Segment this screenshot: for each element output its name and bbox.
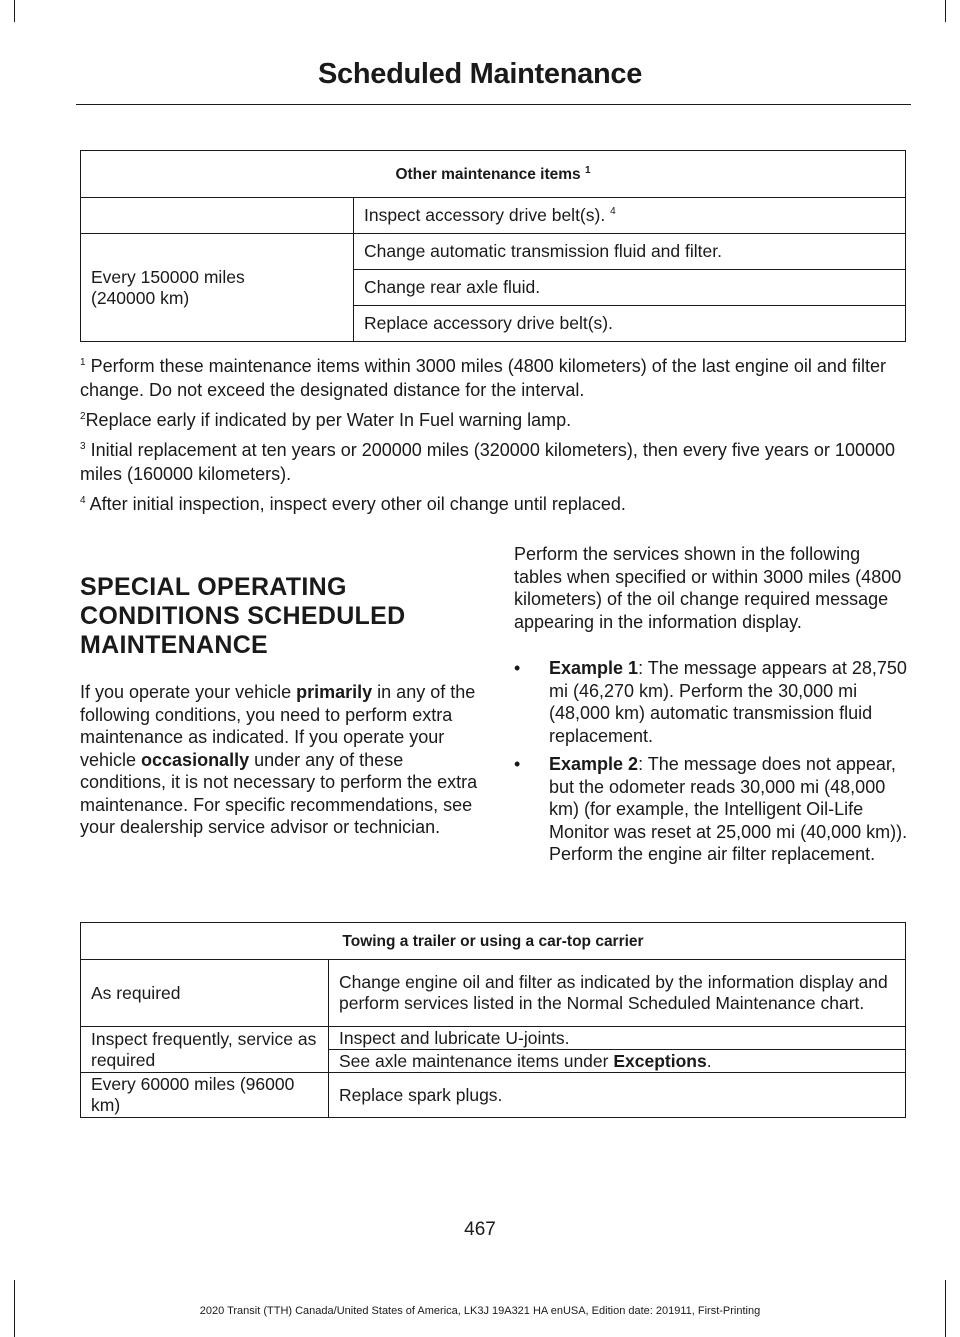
table-row <box>81 234 906 270</box>
footer: 2020 Transit (TTH) Canada/United States of America, LK3J 19A321 HA enUSA, Edition date: 201911, First-Printing <box>199 1305 761 1317</box>
item-cell: Inspect and lubricate U-joints. <box>329 1027 906 1050</box>
footnotes <box>80 354 910 522</box>
interval-cell: Inspect frequently, service as required <box>81 1027 329 1073</box>
interval-cell: Every 150000 miles (240000 km) <box>81 234 354 342</box>
footnote: $^4$ After initial inspection, inspect every other oil change until replaced. <box>80 494 626 514</box>
interval-cell: As required <box>81 960 329 1027</box>
page-title: Scheduled Maintenance <box>317 58 643 90</box>
item-cell: Change engine oil and filter as indicated by the information display and perform services listed in the Normal Scheduled Maintenance chart. <box>329 960 906 1027</box>
table-row <box>81 1027 906 1050</box>
list-item: • Example 2: The message does not appear, but the odometer reads 30,000 mi (48,000 km) (for example, the Intelligent Oil-Life Monitor was reset at 25,000 mi (40,000 km)). Perform the engine air filter replacement. <box>514 754 908 864</box>
page-number: 467 <box>464 1219 496 1240</box>
item-cell: Replace accessory drive belt(s). <box>354 306 906 342</box>
table-row <box>81 960 906 1027</box>
interval-cell-empty <box>81 198 354 234</box>
footnote: $^1$ Perform these maintenance items within 3000 miles (4800 kilometers) of the last engine oil and filter change. Do not exceed the designated distance for the interval. <box>80 356 886 400</box>
interval-cell: Every 60000 miles (96000 km) <box>81 1073 329 1118</box>
footnote: $^3$ Initial replacement at ten years or 200000 miles (320000 kilometers), then every five years or 100000 miles (160000 kilometers). <box>80 440 895 484</box>
other-maintenance-table <box>80 150 906 342</box>
footnote: $^2$Replace early if indicated by per Water In Fuel warning lamp. <box>80 410 572 430</box>
item-cell: See axle maintenance items under Exceptions. <box>329 1050 906 1073</box>
item-cell: Inspect accessory drive belt(s). $^4$ <box>354 198 906 234</box>
examples-list <box>514 657 910 872</box>
item-cell: Change automatic transmission fluid and filter. <box>354 234 906 270</box>
towing-table-title: Towing a trailer or using a car-top carrier <box>81 923 906 960</box>
table-row <box>81 1073 906 1118</box>
item-cell: Change rear axle fluid. <box>354 270 906 306</box>
section-heading: SPECIAL OPERATING CONDITIONS SCHEDULED MAINTENANCE <box>80 573 406 659</box>
services-paragraph: Perform the services shown in the following tables when specified or within 3000 miles (4800 kilometers) of the oil change required message appearing in the information display. <box>514 544 902 632</box>
title-divider <box>76 104 911 105</box>
crop-mark-top-right <box>945 0 946 22</box>
table-row <box>81 198 906 234</box>
towing-table <box>80 922 906 1118</box>
item-cell: Replace spark plugs. <box>329 1073 906 1118</box>
list-item: • Example 1: The message appears at 28,750 mi (46,270 km). Perform the 30,000 mi (48,000 km) automatic transmission fluid replacement. <box>514 658 907 746</box>
intro-paragraph: If you operate your vehicle primarily in any of the following conditions, you need to perform extra maintenance as indicated. If you operate your vehicle occasionally under any of these conditions, it is not necessary to perform the extra maintenance. For specific recommendations, see your dealership service advisor or technician. <box>80 682 478 837</box>
other-maintenance-table-title: Other maintenance items $^1$ <box>81 151 906 198</box>
crop-mark-top-left <box>14 0 15 22</box>
